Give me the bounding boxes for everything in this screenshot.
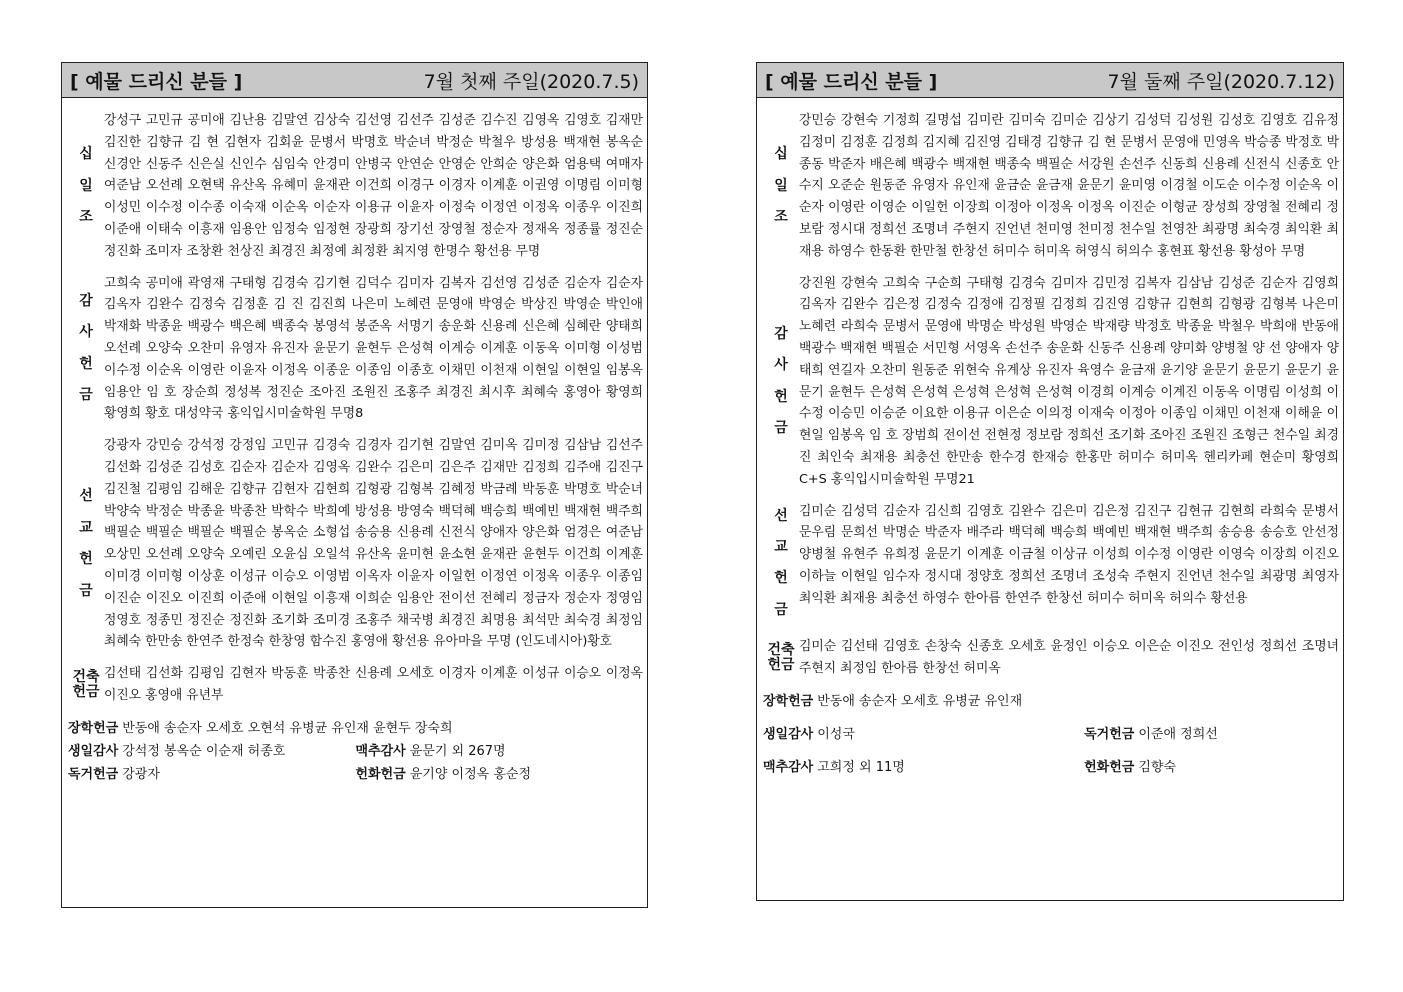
right-section-tithe <box>763 110 1339 263</box>
section-label: 십 일 조 <box>774 146 788 225</box>
section-label: 건축 헌금 <box>72 668 100 700</box>
right-offering-page <box>756 62 1344 901</box>
section-label: 감 사 헌 금 <box>79 293 93 404</box>
left-section-tithe <box>68 110 643 263</box>
left-section-building <box>68 663 643 707</box>
name-list: 고희숙 공미애 곽영재 구태형 김경숙 김기현 김덕수 김미자 김복자 김선영 김성준 김순자 김순자 김옥자 김완수 김정숙 김정훈 김 진 김진희 나은미 노혜련 문영애 박영순 박상진 박영순 박인애 박재화 박종윤 백광수 백은혜 백종숙 봉영석 봉준옥 서명기 송운화 신용례 신은혜 심혜란 양태희 오선례 오양숙 오찬미 유영자 유진자 윤문기 윤현두 은성혁 이계승 이계훈 이동옥 이미형 이성범 이수정 이순옥 이영란 이윤자 이정옥 이종운 이종임 이종호 이채민 이천재 이현일 이현일 임봉옥 임용안 임 호 장순희 정성복 정진순 조아진 조원진 조홍주 최경진 최시후 최혜숙 홍영아 황영희 황영희 황호 대성약국 홍익입시미술학원 무명8 <box>104 275 643 422</box>
left-header <box>62 63 647 98</box>
name-list: 강광자 강민승 강석정 강정임 고민규 김경숙 김경자 김기현 김말연 김미옥 김미정 김삼남 김선주 김선화 김성준 김성호 김순자 김순자 김영옥 김완수 김은미 김은주 김재만 김정희 김주애 김진구 김진철 김평임 김해운 김향규 김현자 김현희 김형광 김형복 김혜정 박금례 박동훈 박명호 박순녀 박양숙 박정순 박종윤 박종찬 박학수 박희예 방성용 방영숙 백덕혜 백승희 백예빈 백재현 백주희 백필순 백필순 백필순 백필순 봉옥순 소형섭 송승용 신용례 신전식 양애자 양은화 엄경은 여준남 오상민 오선례 오양숙 오예린 오윤심 오일석 유산옥 윤미현 윤소현 윤재관 윤현두 이건희 이계훈 이미경 이미형 이상훈 이성규 이승오 이영범 이옥자 이윤자 이일헌 이정연 이정옥 이종우 이종임 이진순 이진오 이진희 이준애 이현일 이흥재 이희순 임용안 전이선 전혜리 정금자 정순자 정영임 정영호 정종민 정진순 정진화 조기화 조미경 조홍주 채국병 최경진 최명용 최석만 최숙경 최정임 최혜숙 한만송 한연주 한정숙 한창영 함수진 홍영애 황선용 유아마을 무명 (인도네시아)황호 <box>104 438 643 650</box>
right-row-scholarship: 장학헌금 반동애 송순자 오세호 유병균 유인재 <box>763 693 1023 709</box>
left-title: [ 예물 드리신 분들 ] <box>70 70 243 93</box>
name-list: 김선태 김선화 김평임 김현자 박동훈 박종찬 신용례 오세호 이경자 이계훈 이성규 이승오 이정옥 이진오 홍영애 유년부 <box>104 666 643 703</box>
right-row-birthday-solo: 생일감사 이성국 독거헌금 이준애 정희선 <box>763 726 1218 742</box>
right-header <box>757 63 1343 98</box>
section-label: 감 사 헌 금 <box>774 325 788 436</box>
right-section-building <box>763 636 1339 680</box>
name-list: 강진원 강현숙 고희숙 구순희 구태형 김경숙 김미자 김민정 김복자 김삼남 김성준 김순자 김영희 김옥자 김완수 김은정 김정숙 김정애 김정필 김정희 김진영 김향규 김현희 김형광 김형복 나은미 노혜련 라희숙 문병서 문영애 박명순 박성원 박영순 박재량 박정호 박종윤 박철우 박희애 반동애 백광수 백재현 백필순 서민형 서영옥 손선주 송운화 신동주 신용례 양미화 양병철 양 선 양애자 양태희 연길자 오찬미 원동준 위현숙 유계상 유진자 육영수 윤금재 윤기양 윤문기 윤문기 윤문기 윤문기 윤현두 은성혁 은성혁 은성혁 은성혁 은성혁 이경희 이계승 이계진 이동옥 이명림 이성희 이수정 이승민 이승준 이요한 이용규 이은순 이의정 이재숙 이정아 이종임 이채민 이천재 이해윤 이현일 임봉옥 임 호 장범희 전이선 전현정 정보람 정희선 조기화 조아진 조원진 조형근 천수일 최경진 최인숙 최재용 최충선 한만송 한수경 한재승 한홍만 허미수 허미옥 헨리카페 현순미 황영희 C+S 홍익입시미술학원 무명21 <box>799 275 1339 487</box>
left-offering-page <box>61 62 648 908</box>
left-row-solo-flower: 독거헌금 강광자 헌화헌금 윤기양 이정옥 홍순정 <box>68 766 532 782</box>
section-label: 선 교 헌 금 <box>774 507 788 618</box>
name-list: 강민승 강현숙 기정희 길명섭 김미란 김미숙 김미순 김상기 김성덕 김성원 김성호 김영호 김유정 김정미 김정훈 김정희 김지혜 김진영 김태경 김향규 김 현 문병서 문영애 민영옥 박승종 박정호 박종동 박준자 배은혜 백광수 백재현 백종숙 백필순 서강원 손선주 신동희 신용례 신전식 신종호 안수지 오준순 원동준 유영자 유인재 윤금순 윤금재 윤문기 윤미영 이경철 이도순 이수정 이순옥 이순자 이영란 이영순 이일헌 이장희 이정아 이정옥 이정옥 이진순 이형균 장성희 장영철 전혜리 정보람 정시대 정희선 조명녀 주현지 진언년 천미영 천미정 천수일 천영찬 최광명 최숙경 최익환 최재용 하영수 한동환 한만철 한창선 허미수 허미옥 허영식 허의수 홍현표 황선용 황성아 무명 <box>799 113 1339 259</box>
name-list: 김미순 김선태 김영호 손창숙 신종호 오세호 윤정인 이승오 이은순 이진오 전인성 정희선 조명녀 주현지 최정임 한아름 한창선 허미옥 <box>799 639 1339 676</box>
left-body <box>62 98 647 782</box>
name-list: 김미순 김성덕 김순자 김신희 김영호 김완수 김은미 김은정 김진구 김현규 김현희 라희숙 문병서 문우림 문희선 박명순 박준자 배주라 백덕혜 백승희 백예빈 백재현 백주희 송승용 송승호 안선정 양병철 유현주 유희정 윤문기 이계훈 이금철 이상규 이성희 이수정 이영란 이영숙 이장희 이진오 이하늘 이현일 임수자 정시대 정양호 정희선 조명녀 조성숙 주현지 진언년 천수일 최광명 최영자 최익환 최재용 최충선 하영수 한아름 한연주 한창선 허미수 허미옥 허의수 황선용 <box>799 503 1339 606</box>
name-list: 강성구 고민규 공미애 김난용 김말연 김상숙 김선영 김선주 김성준 김수진 김영옥 김영호 김재만 김진한 김향규 김 현 김현자 김회윤 문병서 박명호 박순녀 박정순 박철우 방성용 백재현 봉옥순 신경안 신동주 신은실 신인수 심임숙 안경미 안병국 안연순 안영순 안희순 양은화 엄용택 여매자 여준남 오선례 오현택 유산옥 유혜미 윤재관 이건희 이경구 이경자 이계훈 이권영 이명림 이미형 이성민 이수정 이수종 이숙재 이순옥 이순자 이용규 이윤자 이정숙 이정연 이정옥 이종우 이진희 이준애 이태숙 이흥재 임용안 임정숙 임정현 장광희 장기선 장영철 정순자 정재옥 정종률 정진순 정진화 조미자 조창환 천상진 최경진 최정예 최정환 최지영 한명수 황선용 무명 <box>104 113 643 259</box>
section-label: 선 교 헌 금 <box>79 488 93 599</box>
left-date: 7월 첫째 주일(2020.7.5) <box>423 70 639 93</box>
section-label: 십 일 조 <box>79 146 93 225</box>
right-body <box>757 98 1343 775</box>
left-row-birthday-harvest: 생일감사 강석정 봉옥순 이순재 허종호 맥추감사 윤문기 외 267명 <box>68 743 506 759</box>
left-section-thanks <box>68 273 643 426</box>
left-section-mission <box>68 435 643 653</box>
right-date: 7월 둘째 주일(2020.7.12) <box>1107 70 1335 93</box>
right-section-mission <box>763 501 1339 627</box>
right-row-harvest-flower: 맥추감사 고희정 외 11명 헌화헌금 김향숙 <box>763 759 1177 775</box>
left-row-scholarship: 장학헌금 반동애 송순자 오세호 오현석 유병균 유인재 윤현두 장숙희 <box>68 720 453 736</box>
section-label: 건축 헌금 <box>767 641 795 673</box>
right-title: [ 예물 드리신 분들 ] <box>765 70 938 93</box>
right-section-thanks <box>763 273 1339 491</box>
